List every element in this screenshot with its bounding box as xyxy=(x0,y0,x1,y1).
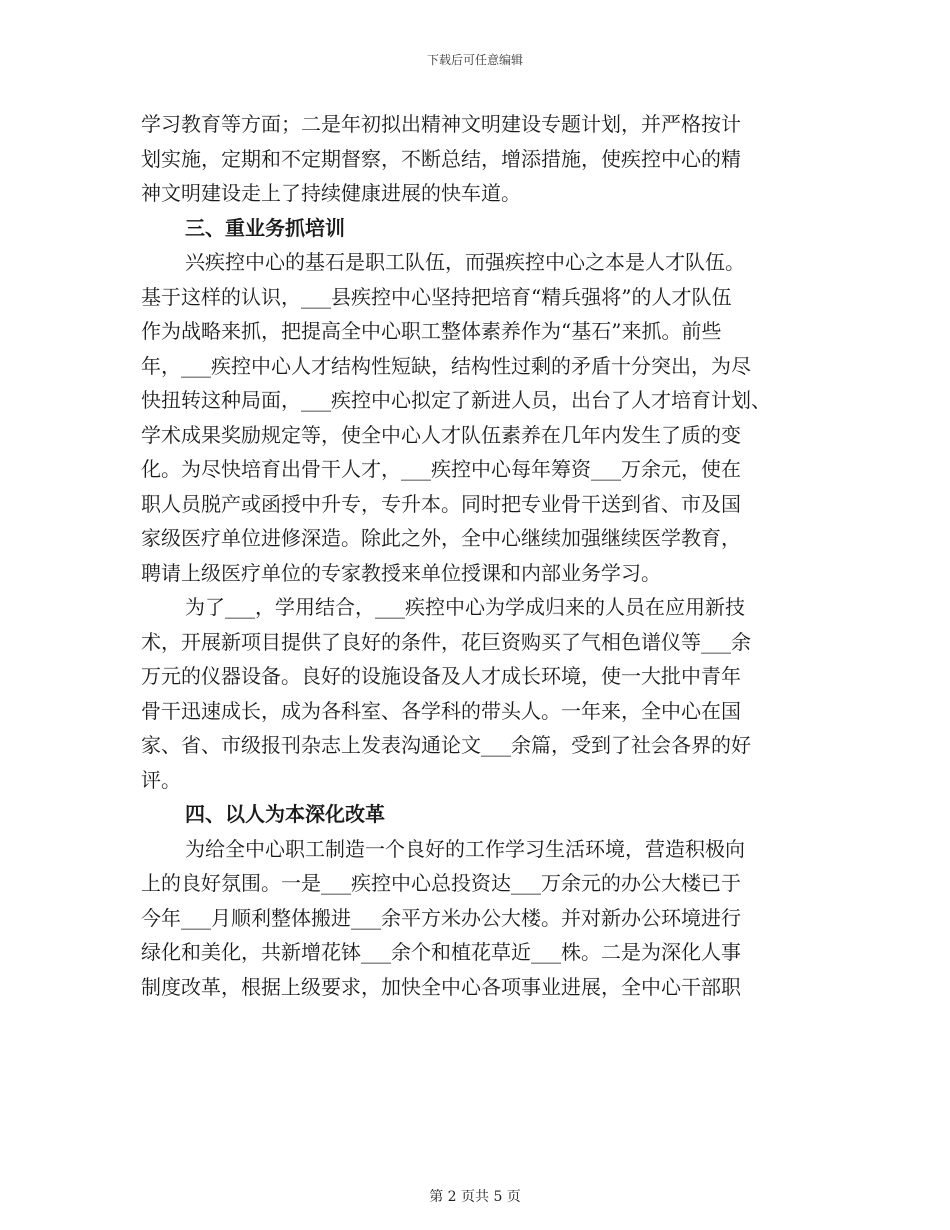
text-line: 上的良好氛围。一是___疾控中心总投资达___万余元的办公大楼已于 xyxy=(141,871,741,895)
text-line: 基于这样的认识，___县疾控中心坚持把培育“精兵强将”的人才队伍 xyxy=(141,284,732,309)
document-body xyxy=(141,107,821,1004)
text-line: 聘请上级医疗单位的专家教授来单位授课和内部业务学习。 xyxy=(141,560,661,585)
text-line: 职人员脱产或函授中升专，专升本。同时把专业骨干送到省、市及国 xyxy=(141,491,741,516)
text-line: 家级医疗单位进修深造。除此之外，全中心继续加强继续医学教育， xyxy=(141,526,741,550)
text-line: 制度改革，根据上级要求，加快全中心各项事业进展，全中心干部职 xyxy=(141,974,741,999)
text-line: 家、省、市级报刊杂志上发表沟通论文___余篇，受到了社会各界的好 xyxy=(141,733,751,757)
text-line: 作为战略来抓，把提高全中心职工整体素养作为“基石”来抓。前些 xyxy=(141,319,722,343)
text-line: 兴疾控中心的基石是职工队伍，而强疾控中心之本是人才队伍。 xyxy=(185,250,745,274)
text-line: 术，开展新项目提供了良好的条件，花巨资购买了气相色谱仪等___余 xyxy=(141,629,751,654)
text-line: 年，___疾控中心人才结构性短缺，结构性过剩的矛盾十分突出，为尽 xyxy=(141,353,751,378)
text-line: 化。为尽快培育出骨干人才，___疾控中心每年筹资___万余元，使在 xyxy=(141,457,741,481)
section-heading: 三、重业务抓培训 xyxy=(185,215,345,240)
text-line: 评。 xyxy=(141,767,181,792)
text-line: 为给全中心职工制造一个良好的工作学习生活环境，营造积极向 xyxy=(185,836,745,861)
text-line: 学习教育等方面；二是年初拟出精神文明建设专题计划，并严格按计 xyxy=(141,112,741,136)
text-line: 快扭转这种局面，___疾控中心拟定了新进人员，出台了人才培育计划、 xyxy=(141,388,771,412)
text-line: 骨干迅速成长，成为各科室、各学科的带头人。一年来，全中心在国 xyxy=(141,698,741,723)
text-line: 学术成果奖励规定等，使全中心人才队伍素养在几年内发生了质的变 xyxy=(141,422,741,447)
text-line: 为了___，学用结合，___疾控中心为学成归来的人员在应用新技 xyxy=(185,595,745,619)
page-number: 第 2 页共 5 页 xyxy=(429,1189,521,1205)
page-header: 下载后可任意编辑 xyxy=(426,53,523,67)
text-line: 万元的仪器设备。良好的设施设备及人才成长环境，使一大批中青年 xyxy=(141,664,741,688)
section-heading: 四、以人为本深化改革 xyxy=(185,802,385,826)
text-line: 神文明建设走上了持续健康进展的快车道。 xyxy=(141,181,521,205)
text-line: 绿化和美化，共新增花钵___余个和植花草近___株。二是为深化人事 xyxy=(141,940,741,964)
text-line: 划实施，定期和不定期督察，不断总结，增添措施，使疾控中心的精 xyxy=(141,146,741,171)
text-line: 今年___月顺利整体搬进___余平方米办公大楼。并对新办公环境进行 xyxy=(141,905,741,930)
